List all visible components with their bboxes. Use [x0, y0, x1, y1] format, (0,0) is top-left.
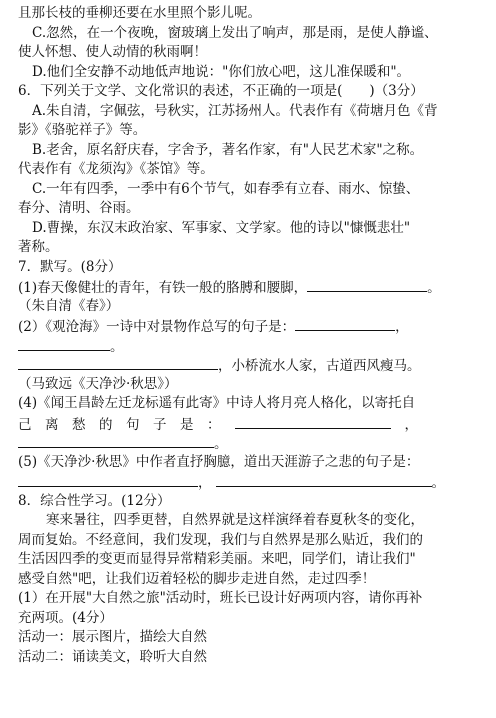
fill-blank-2-cont: 。 [18, 335, 496, 355]
paragraph-line: 感受自然"吧，让我们迈着轻松的脚步走进自然，走过四季！ [18, 570, 376, 587]
paragraph-line: 生活因四季的变更而显得异常精彩美丽。来吧，同学们，请让我们" [18, 551, 416, 567]
fill-blank-4-end: 。 [18, 432, 496, 452]
option-d: D.曹操，东汉末政治家、军事家、文学家。他的诗以"慷慨悲壮" [32, 219, 411, 236]
text-line: （朱自清《春》） [18, 297, 120, 314]
question-7-title: 7．默写。(8分） [18, 258, 122, 275]
fill-blank-5-cont: ， 。 [18, 471, 496, 491]
text-line: （马致远《天净沙·秋思》） [18, 375, 178, 392]
paragraph-line: 活动二：诵读美文，聆听大自然 [18, 648, 207, 665]
fill-blank-4-cont: 己 离 愁 的 句 子 是 ： ， [18, 413, 496, 433]
option-c: C.一年有四季，一季中有6个节气，如春季有立春、雨水、惊蛰、 [32, 180, 420, 197]
answer-blank[interactable] [307, 276, 427, 292]
answer-blank[interactable] [18, 354, 218, 370]
paragraph-line: (1）在开展"大自然之旅"活动时，班长已设计好两项内容，请你再补 [18, 590, 423, 606]
fill-blank-5: (5)《天净沙·秋思》中作者直抒胸臆，道出天涯游子之悲的句子是： [18, 453, 420, 470]
paragraph-line: 周而复始。不经意间，我们发现，我们与自然界是那么贴近，我们的 [18, 531, 423, 548]
text-line: 使人怀想、使人动情的秋雨啊！ [18, 44, 207, 60]
option-b: B.老舍，原名舒庆春，字舍予，著名作家，有"人民艺术家"之称。 [32, 141, 424, 158]
answer-blank[interactable] [235, 413, 391, 429]
fill-blank-4: (4)《闻王昌龄左迁龙标遥有此寄》中诗人将月亮人格化，以寄托自 [18, 395, 416, 411]
text-line: 且那长枝的垂柳还要在水里照个影儿呢。 [18, 5, 261, 21]
answer-blank[interactable] [18, 471, 198, 487]
answer-blank[interactable] [18, 335, 110, 351]
fill-blank-3: ，小桥流水人家，古道西风瘦马。 [18, 354, 496, 374]
text-line: 著称。 [18, 239, 59, 255]
question-8-title: 8．综合性学习。(12分） [18, 492, 171, 509]
text-line: 代表作有《龙须沟》《茶馆》等。 [18, 161, 214, 177]
fill-blank-1: (1)春天像健壮的青年，有铁一般的胳膊和腰脚， 。 [18, 276, 496, 296]
paragraph-line: 活动一：展示图片，描绘大自然 [18, 629, 207, 645]
paragraph-line: 寒来暑往，四季更替，自然界就是这样演绎着春夏秋冬的变化， [46, 512, 424, 528]
text-line: 影》《骆驼祥子》等。 [18, 122, 147, 138]
option-a: A.朱自清，字佩弦，号秋实，江苏扬州人。代表作有《荷塘月色《背 [32, 102, 438, 119]
text-line: 春分、清明、谷雨。 [18, 200, 140, 216]
paragraph-line: 充两项。(4分） [18, 609, 113, 626]
answer-blank[interactable] [295, 315, 395, 331]
answer-blank[interactable] [216, 471, 432, 487]
answer-blank[interactable] [18, 432, 214, 448]
option-line: C.忽然，在一个夜晚，窗玻璃上发出了响声，那是雨，是使人静谧、 [32, 24, 438, 41]
option-line: D.他们全安静不动地低声地说："你们放心吧，这儿准保暖和"。 [32, 63, 411, 80]
fill-blank-2: (2）《观沧海》一诗中对景物作总写的句子是： ， [18, 315, 496, 335]
question-6-stem: 6．下列关于文学、文化常识的表述，不正确的一项是( )（3分） [18, 83, 424, 99]
